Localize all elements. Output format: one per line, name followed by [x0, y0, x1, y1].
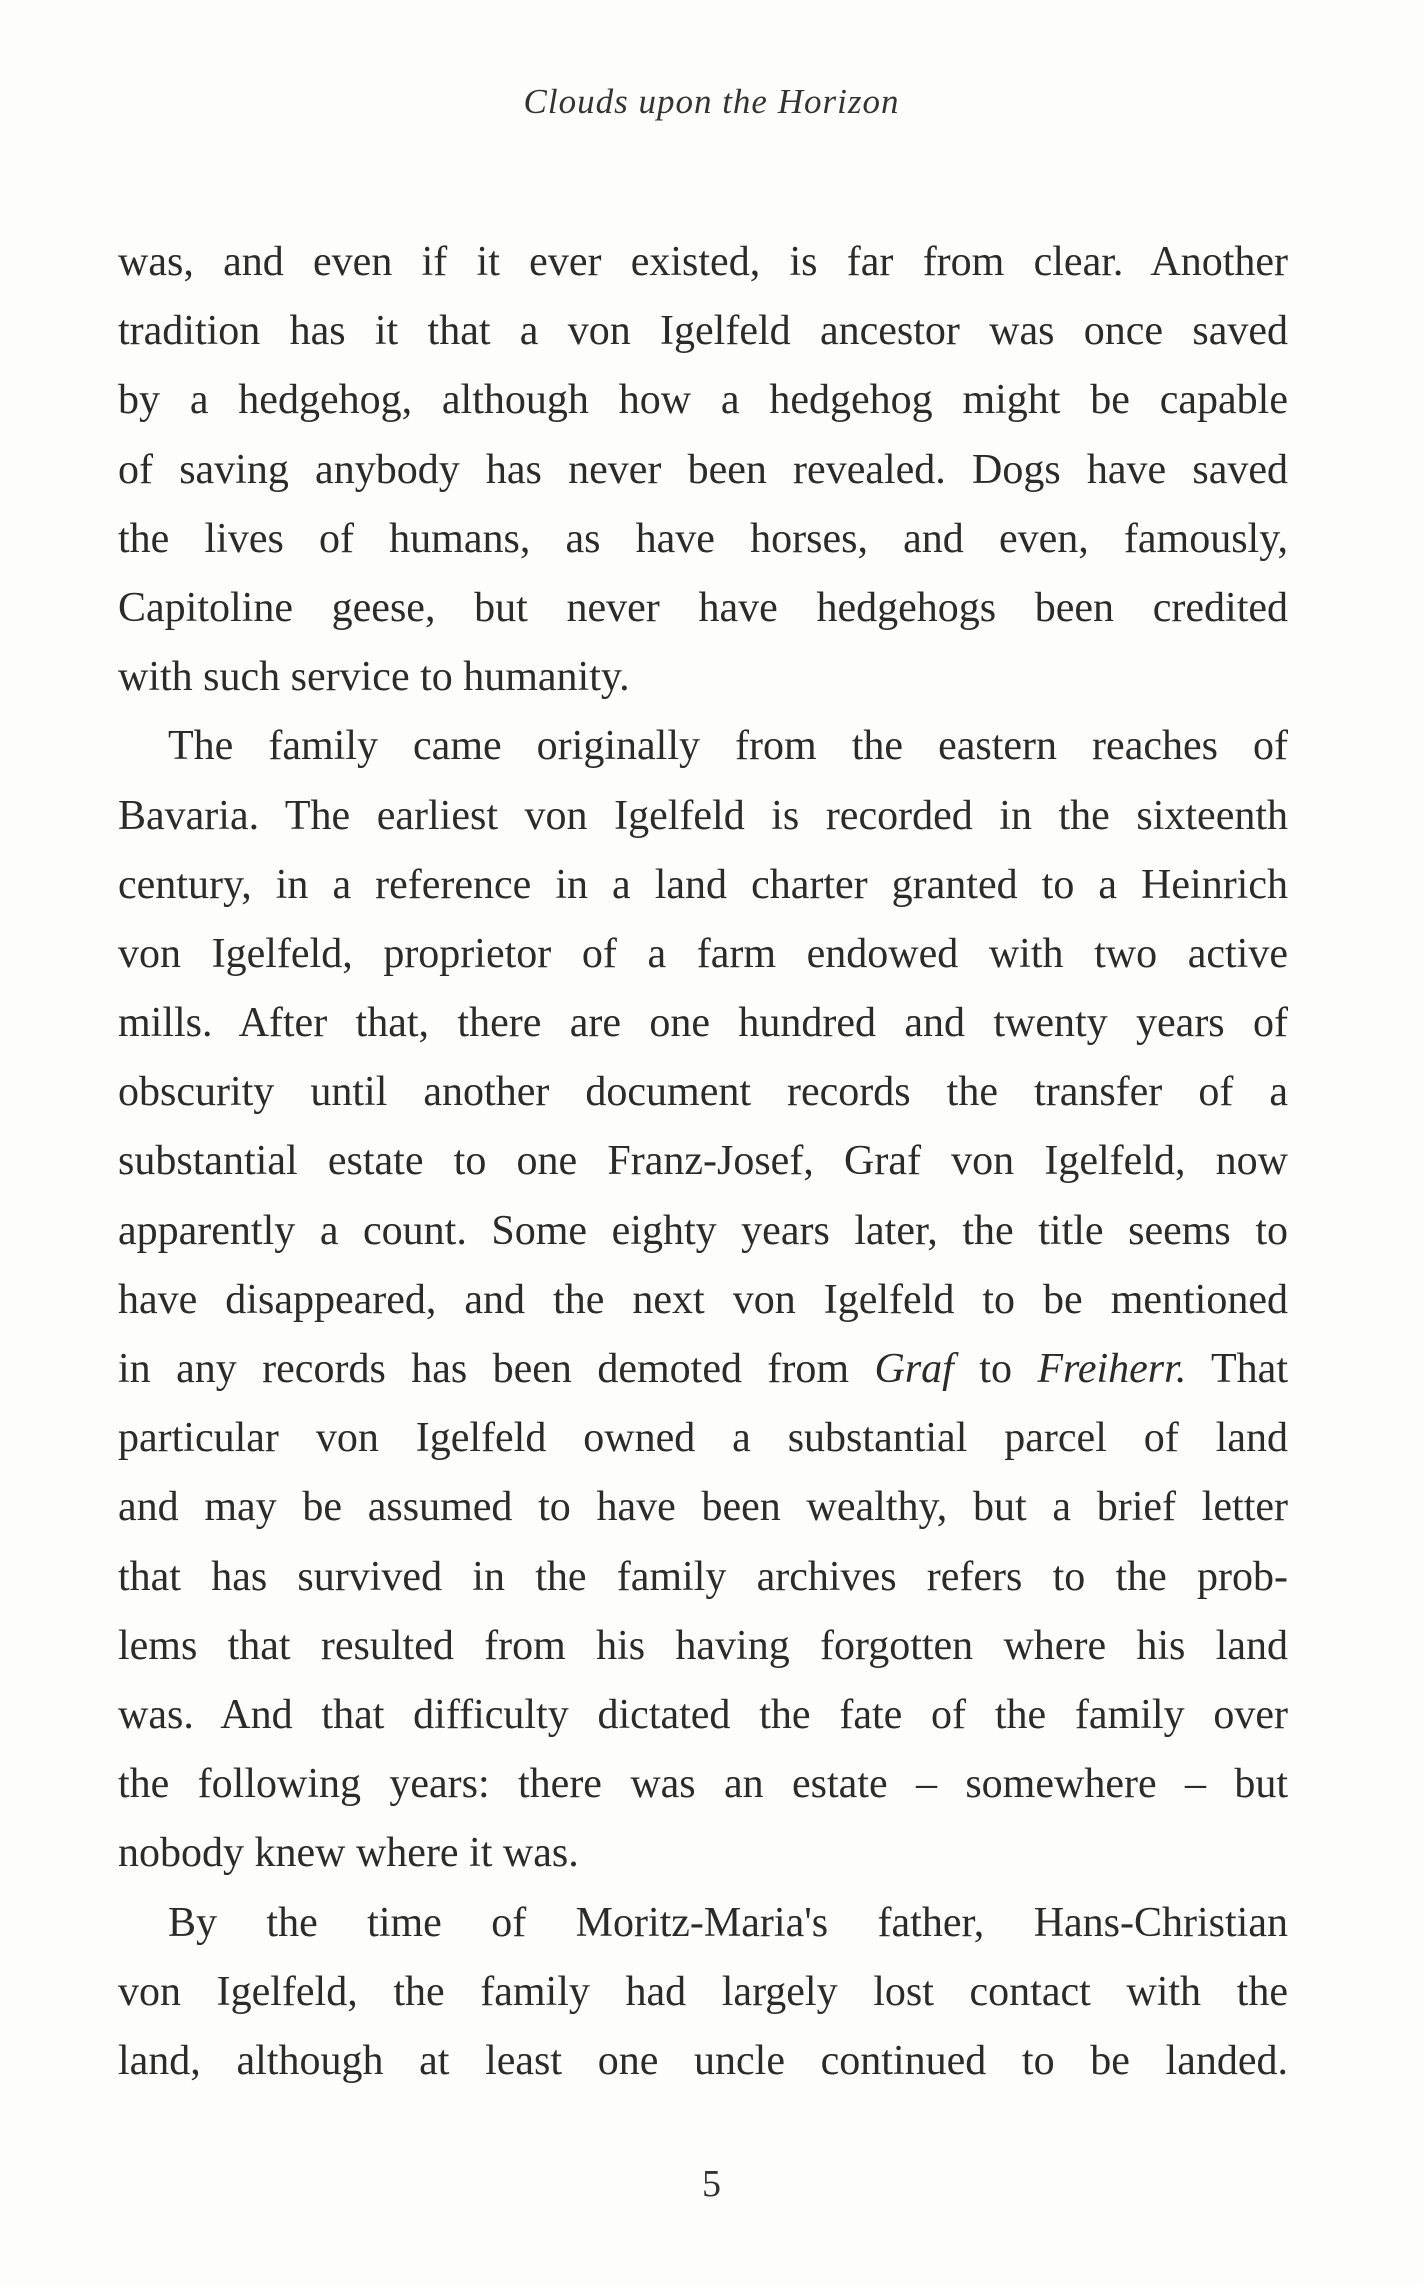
- text-line: was. And that difficulty dictated the fate of the family over: [118, 1691, 1288, 1738]
- text-line: have disappeared, and the next von Igelfeld to be mentioned: [118, 1276, 1288, 1323]
- text-line: The family came originally from the eastern reaches of: [168, 723, 1288, 770]
- text-line: substantial estate to one Franz-Josef, Graf von Igelfeld, now: [118, 1138, 1288, 1185]
- text-run: to: [953, 1346, 1038, 1392]
- text-line: with such service to humanity.: [118, 654, 630, 701]
- text-line: von Igelfeld, the family had largely lost contact with the: [118, 1968, 1288, 2015]
- text-line: lems that resulted from his having forgotten where his land: [118, 1622, 1288, 1669]
- running-head: Clouds upon the Horizon: [523, 82, 900, 121]
- text-line: of saving anybody has never been revealed. Dogs have saved: [118, 446, 1288, 493]
- text-line: and may be assumed to have been wealthy, but a brief letter: [118, 1484, 1288, 1531]
- text-line: Capitoline geese, but never have hedgehogs been credited: [118, 584, 1288, 631]
- text-line: by a hedgehog, although how a hedgehog might be capable: [118, 377, 1288, 424]
- text-line: the following years: there was an estate – somewhere – but: [118, 1761, 1288, 1808]
- text-line: By the time of Moritz-Maria's father, Hans-Christian: [168, 1899, 1288, 1946]
- text-line: century, in a reference in a land charter granted to a Heinrich: [118, 861, 1288, 908]
- text-line: nobody knew where it was.: [118, 1830, 579, 1877]
- text-line-with-italics: [118, 1335, 1288, 1404]
- text-line: that has survived in the family archives refers to the prob-: [118, 1553, 1288, 1600]
- page-number: 5: [702, 2163, 721, 2205]
- italic-term-graf: Graf: [874, 1346, 954, 1392]
- text-line: mills. After that, there are one hundred and twenty years of: [118, 1000, 1288, 1047]
- text-line: was, and even if it ever existed, is far from clear. Another: [118, 239, 1288, 285]
- paragraph-1: [118, 228, 1288, 712]
- body-text: [118, 228, 1288, 2096]
- text-line: obscurity until another document records the transfer of a: [118, 1069, 1288, 1116]
- paragraph-3: [118, 1889, 1288, 2097]
- text-line: land, although at least one uncle continued to be landed.: [118, 2037, 1288, 2084]
- text-line: von Igelfeld, proprietor of a farm endowed with two active: [118, 930, 1288, 977]
- text-line: the lives of humans, as have horses, and even, famously,: [118, 515, 1288, 562]
- text-line: particular von Igelfeld owned a substantial parcel of land: [118, 1415, 1288, 1462]
- text-run: in any records has been demoted from: [118, 1346, 875, 1392]
- text-line: Bavaria. The earliest von Igelfeld is recorded in the sixteenth: [118, 792, 1288, 839]
- text-run: That: [1186, 1346, 1288, 1392]
- italic-term-freiherr: Freiherr.: [1037, 1346, 1187, 1392]
- text-line: tradition has it that a von Igelfeld ancestor was once saved: [118, 308, 1288, 355]
- paragraph-2: [118, 712, 1288, 1888]
- text-line: apparently a count. Some eighty years later, the title seems to: [118, 1207, 1288, 1254]
